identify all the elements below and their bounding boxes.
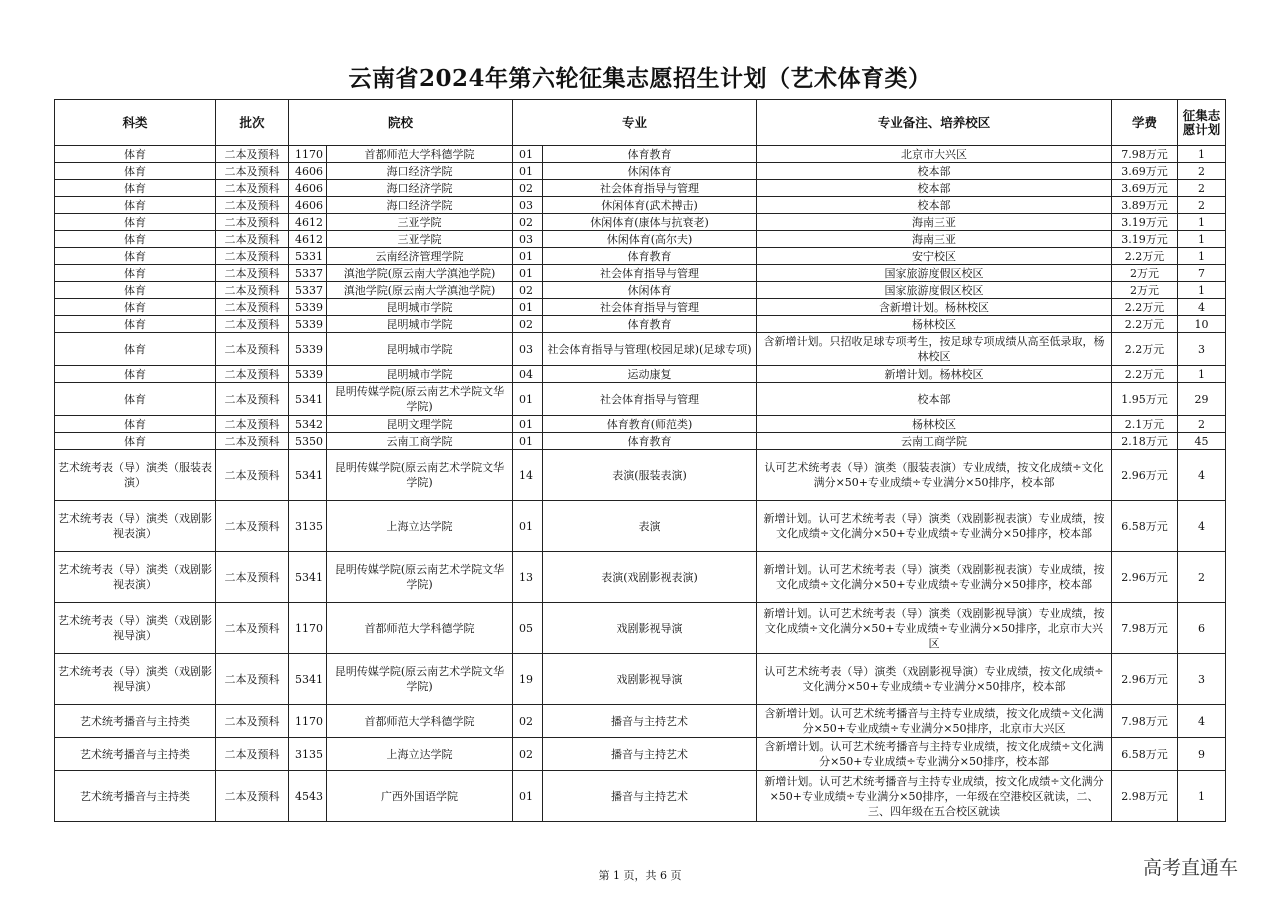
cell-plan: 29 [1178,383,1226,416]
cell-major-name: 休闲体育(康体与抗衰老) [543,214,757,231]
cell-school-name: 首都师范大学科德学院 [327,146,513,163]
cell-batch: 二本及预科 [216,231,289,248]
cell-school-code: 1170 [289,705,327,738]
cell-note: 新增计划。认可艺术统考表（导）演类（戏剧影视导演）专业成绩，按文化成绩÷文化满分×50+专业成绩÷专业满分×50排序，北京市大兴区 [757,603,1112,654]
cell-school-code: 5339 [289,333,327,366]
cell-plan: 6 [1178,603,1226,654]
cell-major-name: 休闲体育(高尔夫) [543,231,757,248]
cell-major-code: 14 [513,450,543,501]
table-row [55,197,1226,214]
cell-category: 艺术统考表（导）演类（戏剧影视表演） [55,501,216,552]
cell-school-code: 4612 [289,214,327,231]
cell-school-name: 昆明传媒学院(原云南艺术学院文华学院) [327,654,513,705]
cell-major-name: 休闲体育 [543,163,757,180]
table-row [55,231,1226,248]
cell-major-name: 表演(服装表演) [543,450,757,501]
table-body [55,146,1226,822]
cell-batch: 二本及预科 [216,705,289,738]
cell-note: 认可艺术统考表（导）演类（服装表演）专业成绩，按文化成绩÷文化满分×50+专业成绩÷专业满分×50排序，校本部 [757,450,1112,501]
cell-school-name: 昆明文理学院 [327,416,513,433]
admission-plan-table [54,99,1226,822]
cell-category: 体育 [55,231,216,248]
cell-school-name: 上海立达学院 [327,501,513,552]
cell-note: 认可艺术统考表（导）演类（戏剧影视导演）专业成绩，按文化成绩÷文化满分×50+专业成绩÷专业满分×50排序，校本部 [757,654,1112,705]
cell-major-code: 01 [513,163,543,180]
cell-category: 体育 [55,214,216,231]
cell-batch: 二本及预科 [216,552,289,603]
cell-note: 含新增计划。只招收足球专项考生，按足球专项成绩从高至低录取，杨林校区 [757,333,1112,366]
cell-plan: 1 [1178,282,1226,299]
cell-fee: 2万元 [1112,282,1178,299]
cell-batch: 二本及预科 [216,146,289,163]
cell-category: 体育 [55,433,216,450]
cell-fee: 2.98万元 [1112,771,1178,822]
cell-batch: 二本及预科 [216,450,289,501]
cell-school-code: 4543 [289,771,327,822]
cell-batch: 二本及预科 [216,265,289,282]
table-row [55,366,1226,383]
cell-major-name: 体育教育 [543,316,757,333]
cell-category: 艺术统考表（导）演类（服装表演） [55,450,216,501]
cell-plan: 1 [1178,146,1226,163]
cell-major-code: 02 [513,738,543,771]
watermark: 高考直通车 [1143,857,1239,879]
cell-fee: 3.19万元 [1112,214,1178,231]
cell-school-name: 昆明传媒学院(原云南艺术学院文华学院) [327,450,513,501]
cell-major-name: 社会体育指导与管理 [543,180,757,197]
cell-school-code: 5337 [289,282,327,299]
cell-major-name: 体育教育 [543,433,757,450]
cell-batch: 二本及预科 [216,316,289,333]
cell-category: 体育 [55,265,216,282]
cell-fee: 2.96万元 [1112,450,1178,501]
cell-major-name: 社会体育指导与管理(校园足球)(足球专项) [543,333,757,366]
cell-note: 校本部 [757,163,1112,180]
cell-school-name: 海口经济学院 [327,180,513,197]
header-fee: 学费 [1112,100,1178,146]
cell-school-name: 昆明传媒学院(原云南艺术学院文华学院) [327,552,513,603]
cell-plan: 2 [1178,180,1226,197]
cell-school-code: 4606 [289,180,327,197]
page-footer: 第 1 页，共 6 页 [598,869,682,882]
cell-note: 含新增计划。认可艺术统考播音与主持专业成绩，按文化成绩÷文化满分×50+专业成绩÷专业满分×50排序，校本部 [757,738,1112,771]
cell-note: 北京市大兴区 [757,146,1112,163]
cell-school-code: 5350 [289,433,327,450]
cell-major-name: 表演(戏剧影视表演) [543,552,757,603]
cell-school-code: 5331 [289,248,327,265]
table-row [55,383,1226,416]
cell-note: 校本部 [757,180,1112,197]
cell-major-name: 运动康复 [543,366,757,383]
cell-major-code: 01 [513,416,543,433]
table-row [55,214,1226,231]
cell-fee: 3.69万元 [1112,180,1178,197]
cell-major-name: 体育教育 [543,146,757,163]
cell-plan: 10 [1178,316,1226,333]
cell-plan: 4 [1178,299,1226,316]
cell-fee: 7.98万元 [1112,146,1178,163]
table-row [55,416,1226,433]
cell-major-code: 03 [513,197,543,214]
cell-note: 校本部 [757,197,1112,214]
cell-fee: 3.89万元 [1112,197,1178,214]
cell-major-name: 播音与主持艺术 [543,771,757,822]
cell-plan: 4 [1178,450,1226,501]
cell-major-code: 03 [513,231,543,248]
cell-major-name: 体育教育 [543,248,757,265]
table-row [55,771,1226,822]
cell-school-name: 三亚学院 [327,214,513,231]
cell-major-name: 播音与主持艺术 [543,705,757,738]
cell-batch: 二本及预科 [216,603,289,654]
cell-category: 体育 [55,416,216,433]
cell-fee: 2.96万元 [1112,654,1178,705]
cell-school-name: 云南经济管理学院 [327,248,513,265]
cell-school-code: 3135 [289,501,327,552]
cell-batch: 二本及预科 [216,180,289,197]
cell-school-code: 5342 [289,416,327,433]
cell-category: 体育 [55,180,216,197]
cell-school-name: 滇池学院(原云南大学滇池学院) [327,265,513,282]
cell-school-code: 4606 [289,163,327,180]
cell-school-name: 昆明城市学院 [327,299,513,316]
cell-batch: 二本及预科 [216,771,289,822]
cell-major-code: 02 [513,180,543,197]
cell-note: 海南三亚 [757,231,1112,248]
cell-major-code: 01 [513,265,543,282]
cell-note: 国家旅游度假区校区 [757,265,1112,282]
cell-major-code: 02 [513,316,543,333]
cell-plan: 1 [1178,214,1226,231]
cell-plan: 9 [1178,738,1226,771]
cell-batch: 二本及预科 [216,738,289,771]
cell-note: 新增计划。认可艺术统考表（导）演类（戏剧影视表演）专业成绩，按文化成绩÷文化满分×50+专业成绩÷专业满分×50排序，校本部 [757,552,1112,603]
cell-category: 艺术统考播音与主持类 [55,738,216,771]
cell-school-name: 三亚学院 [327,231,513,248]
cell-school-code: 5341 [289,552,327,603]
cell-category: 体育 [55,146,216,163]
cell-note: 安宁校区 [757,248,1112,265]
cell-plan: 1 [1178,231,1226,248]
cell-category: 艺术统考表（导）演类（戏剧影视导演） [55,603,216,654]
cell-fee: 3.19万元 [1112,231,1178,248]
cell-note: 校本部 [757,383,1112,416]
cell-school-name: 昆明城市学院 [327,366,513,383]
header-batch: 批次 [216,100,289,146]
cell-plan: 2 [1178,552,1226,603]
cell-major-name: 休闲体育(武术搏击) [543,197,757,214]
table-row [55,248,1226,265]
cell-major-code: 02 [513,214,543,231]
cell-plan: 2 [1178,163,1226,180]
cell-fee: 2.18万元 [1112,433,1178,450]
cell-batch: 二本及预科 [216,299,289,316]
cell-note: 国家旅游度假区校区 [757,282,1112,299]
cell-fee: 2.2万元 [1112,299,1178,316]
cell-batch: 二本及预科 [216,214,289,231]
cell-school-name: 昆明城市学院 [327,316,513,333]
table-row [55,450,1226,501]
cell-note: 新增计划。认可艺术统考播音与主持专业成绩，按文化成绩÷文化满分×50+专业成绩÷专业满分×50排序，一年级在空港校区就读，二、三、四年级在五合校区就读 [757,771,1112,822]
cell-major-code: 02 [513,282,543,299]
cell-category: 艺术统考播音与主持类 [55,771,216,822]
cell-plan: 3 [1178,654,1226,705]
cell-category: 体育 [55,197,216,214]
cell-batch: 二本及预科 [216,248,289,265]
cell-plan: 4 [1178,705,1226,738]
header-plan: 征集志愿计划 [1178,100,1226,146]
table-row [55,738,1226,771]
cell-major-code: 05 [513,603,543,654]
cell-school-code: 5339 [289,366,327,383]
table-row [55,299,1226,316]
table-row [55,146,1226,163]
page-title: 云南省2024年第六轮征集志愿招生计划（艺术体育类） [348,65,932,92]
cell-batch: 二本及预科 [216,416,289,433]
table-row [55,705,1226,738]
cell-batch: 二本及预科 [216,197,289,214]
cell-major-code: 01 [513,299,543,316]
cell-note: 杨林校区 [757,316,1112,333]
cell-plan: 3 [1178,333,1226,366]
cell-school-name: 首都师范大学科德学院 [327,705,513,738]
cell-plan: 1 [1178,366,1226,383]
cell-fee: 2.1万元 [1112,416,1178,433]
cell-note: 云南工商学院 [757,433,1112,450]
cell-major-name: 体育教育(师范类) [543,416,757,433]
cell-school-code: 5341 [289,654,327,705]
table-row [55,552,1226,603]
cell-plan: 4 [1178,501,1226,552]
table-row [55,654,1226,705]
cell-category: 体育 [55,316,216,333]
cell-major-name: 戏剧影视导演 [543,654,757,705]
header-category: 科类 [55,100,216,146]
cell-batch: 二本及预科 [216,383,289,416]
table-row [55,603,1226,654]
cell-fee: 7.98万元 [1112,603,1178,654]
table-row [55,163,1226,180]
cell-fee: 2.96万元 [1112,552,1178,603]
cell-note: 新增计划。杨林校区 [757,366,1112,383]
cell-school-name: 滇池学院(原云南大学滇池学院) [327,282,513,299]
cell-note: 含新增计划。认可艺术统考播音与主持专业成绩，按文化成绩÷文化满分×50+专业成绩÷专业满分×50排序，北京市大兴区 [757,705,1112,738]
cell-category: 体育 [55,366,216,383]
cell-major-code: 04 [513,366,543,383]
cell-major-code: 03 [513,333,543,366]
cell-plan: 1 [1178,248,1226,265]
cell-school-code: 5339 [289,299,327,316]
table-row [55,433,1226,450]
cell-school-code: 1170 [289,603,327,654]
cell-category: 体育 [55,163,216,180]
cell-plan: 45 [1178,433,1226,450]
header-major: 专业 [513,100,757,146]
cell-batch: 二本及预科 [216,282,289,299]
header-note: 专业备注、培养校区 [757,100,1112,146]
cell-fee: 2.2万元 [1112,248,1178,265]
cell-major-name: 播音与主持艺术 [543,738,757,771]
cell-category: 艺术统考表（导）演类（戏剧影视表演） [55,552,216,603]
header-school: 院校 [289,100,513,146]
cell-school-name: 昆明传媒学院(原云南艺术学院文华学院) [327,383,513,416]
table-row [55,501,1226,552]
cell-major-name: 社会体育指导与管理 [543,383,757,416]
cell-batch: 二本及预科 [216,333,289,366]
cell-note: 海南三亚 [757,214,1112,231]
cell-school-name: 海口经济学院 [327,197,513,214]
cell-major-code: 02 [513,705,543,738]
cell-major-code: 01 [513,383,543,416]
cell-major-name: 表演 [543,501,757,552]
cell-school-name: 云南工商学院 [327,433,513,450]
cell-fee: 6.58万元 [1112,738,1178,771]
cell-school-code: 4612 [289,231,327,248]
cell-fee: 3.69万元 [1112,163,1178,180]
cell-category: 体育 [55,383,216,416]
cell-fee: 2.2万元 [1112,366,1178,383]
cell-major-name: 社会体育指导与管理 [543,265,757,282]
cell-batch: 二本及预科 [216,654,289,705]
cell-category: 体育 [55,248,216,265]
cell-batch: 二本及预科 [216,501,289,552]
cell-major-code: 01 [513,771,543,822]
cell-fee: 2.2万元 [1112,316,1178,333]
cell-major-code: 01 [513,248,543,265]
cell-plan: 7 [1178,265,1226,282]
cell-major-code: 01 [513,433,543,450]
cell-school-name: 广西外国语学院 [327,771,513,822]
cell-school-code: 4606 [289,197,327,214]
cell-school-name: 上海立达学院 [327,738,513,771]
cell-fee: 2万元 [1112,265,1178,282]
cell-major-code: 13 [513,552,543,603]
cell-category: 体育 [55,333,216,366]
cell-plan: 1 [1178,771,1226,822]
cell-school-code: 5341 [289,450,327,501]
header-row [55,100,1226,146]
cell-major-code: 19 [513,654,543,705]
cell-category: 体育 [55,299,216,316]
table-row [55,180,1226,197]
cell-category: 艺术统考表（导）演类（戏剧影视导演） [55,654,216,705]
cell-school-name: 海口经济学院 [327,163,513,180]
cell-school-code: 5341 [289,383,327,416]
cell-major-name: 戏剧影视导演 [543,603,757,654]
table-row [55,265,1226,282]
cell-major-name: 社会体育指导与管理 [543,299,757,316]
table-row [55,333,1226,366]
cell-school-code: 3135 [289,738,327,771]
cell-school-code: 1170 [289,146,327,163]
cell-batch: 二本及预科 [216,433,289,450]
cell-fee: 2.2万元 [1112,333,1178,366]
cell-school-code: 5337 [289,265,327,282]
cell-major-code: 01 [513,146,543,163]
cell-batch: 二本及预科 [216,366,289,383]
table-row [55,282,1226,299]
cell-note: 杨林校区 [757,416,1112,433]
table-row [55,316,1226,333]
cell-note: 含新增计划。杨林校区 [757,299,1112,316]
cell-school-name: 昆明城市学院 [327,333,513,366]
cell-plan: 2 [1178,197,1226,214]
cell-major-code: 01 [513,501,543,552]
cell-fee: 7.98万元 [1112,705,1178,738]
cell-plan: 2 [1178,416,1226,433]
cell-major-name: 休闲体育 [543,282,757,299]
cell-category: 体育 [55,282,216,299]
cell-school-name: 首都师范大学科德学院 [327,603,513,654]
cell-category: 艺术统考播音与主持类 [55,705,216,738]
cell-school-code: 5339 [289,316,327,333]
cell-batch: 二本及预科 [216,163,289,180]
cell-fee: 6.58万元 [1112,501,1178,552]
cell-fee: 1.95万元 [1112,383,1178,416]
cell-note: 新增计划。认可艺术统考表（导）演类（戏剧影视表演）专业成绩，按文化成绩÷文化满分×50+专业成绩÷专业满分×50排序，校本部 [757,501,1112,552]
